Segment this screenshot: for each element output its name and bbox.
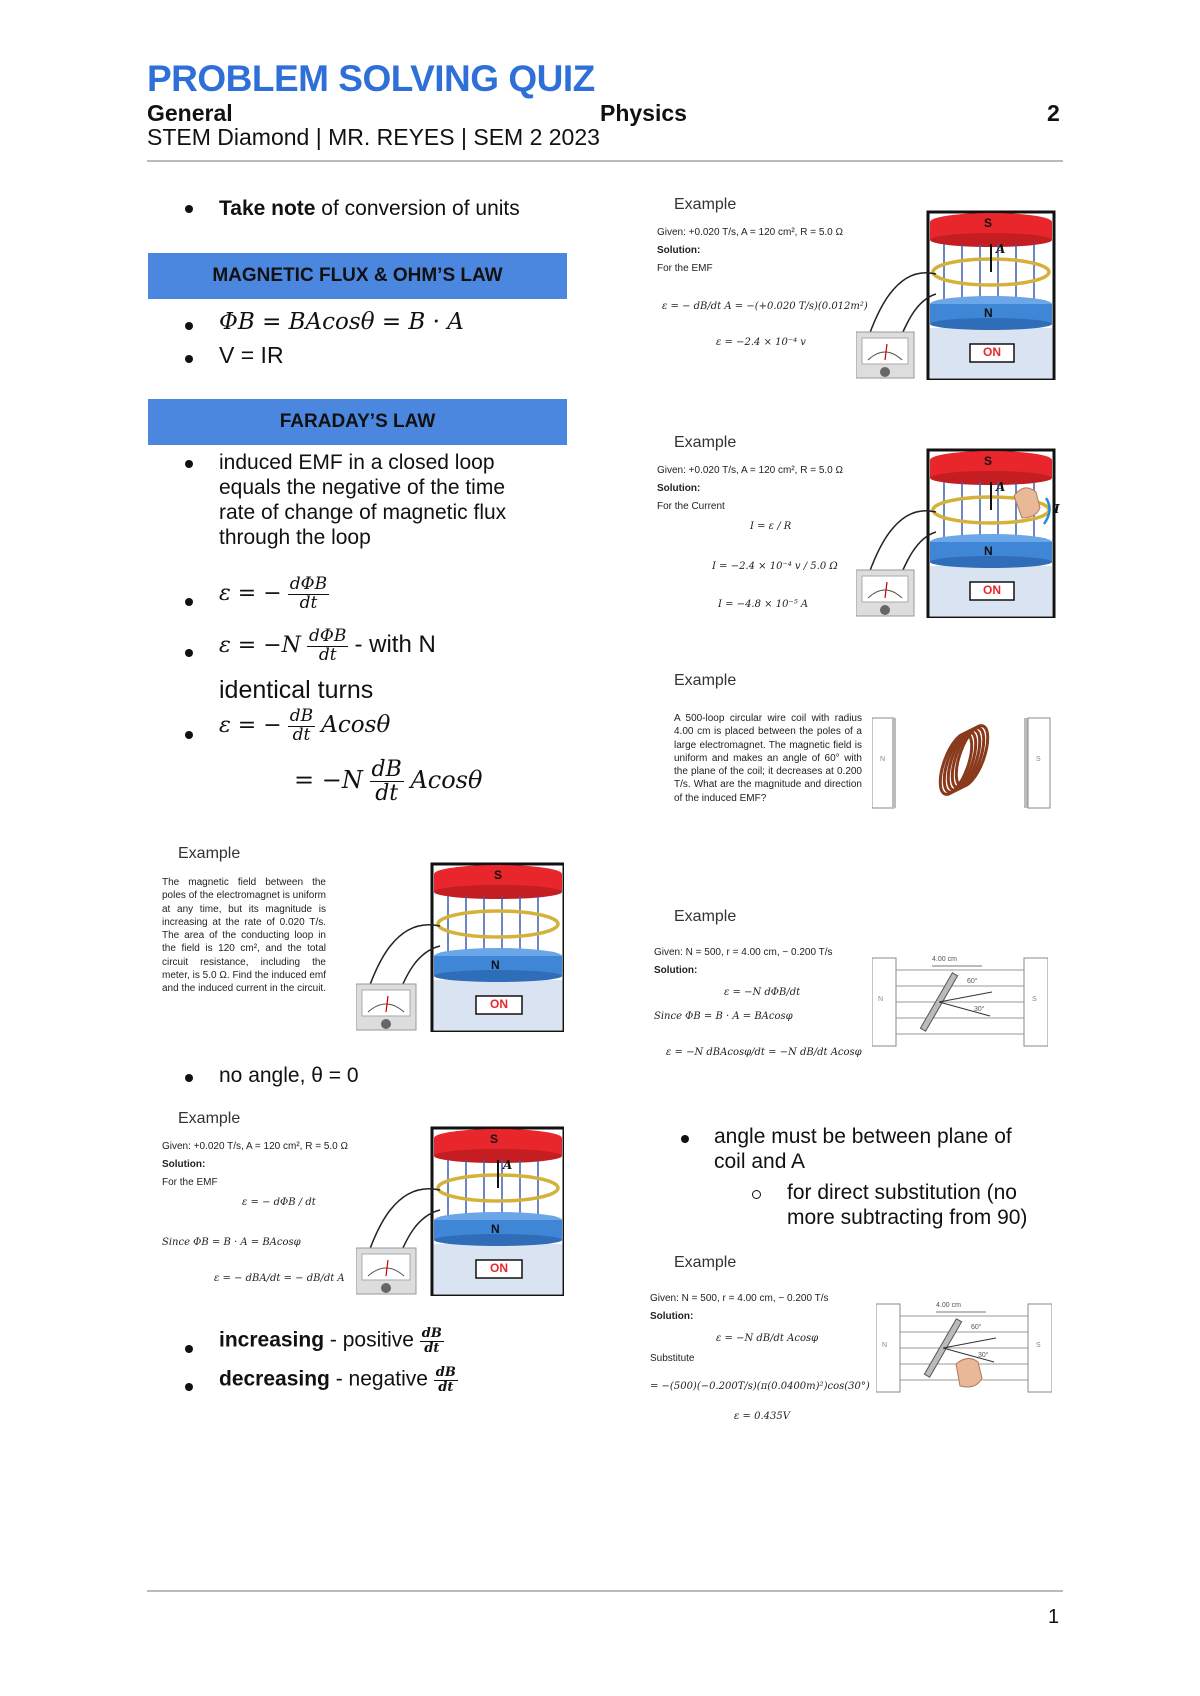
side-s: S xyxy=(1036,756,1041,763)
bullet xyxy=(185,322,193,330)
example-a-eq: ε = − dB/dt A = −(+0.020 T/s)(0.012m²) xyxy=(662,301,868,312)
angle-30: 30° xyxy=(974,1006,985,1013)
dec-fraction xyxy=(434,1366,458,1394)
example1-label: Example xyxy=(178,845,241,862)
example2-label: Example xyxy=(178,1110,241,1127)
angle-30: 30° xyxy=(978,1352,989,1359)
banner-flux: MAGNETIC FLUX & OHM’S LAW xyxy=(148,253,567,299)
eq2-num: dΦB xyxy=(309,626,347,646)
flux-equation: ΦB = BAcosθ = B · A xyxy=(219,309,464,335)
pole-n: N xyxy=(491,958,500,972)
bullet xyxy=(185,355,193,363)
on-label: ON xyxy=(490,997,508,1011)
eq1-den: dt xyxy=(299,592,318,613)
page-title: PROBLEM SOLVING QUIZ xyxy=(147,58,595,99)
pole-n: N xyxy=(984,306,993,320)
example-b-for: For the Current xyxy=(657,501,725,512)
example-d-solution: Solution: xyxy=(654,965,698,976)
on-label: ON xyxy=(983,345,1001,359)
vector-a: A xyxy=(996,480,1006,494)
dec-den: dt xyxy=(438,1379,454,1395)
example-d-given: Given: N = 500, r = 4.00 cm, − 0.200 T/s xyxy=(654,947,833,958)
electromagnet-figure-b xyxy=(856,442,1066,623)
angle-60: 60° xyxy=(967,978,978,985)
example-a-label: Example xyxy=(674,196,737,213)
example-e-result: ε = 0.435V xyxy=(734,1411,790,1422)
example-d-eq2: ε = −N dBAcosφ/dt = −N dB/dt Acosφ xyxy=(666,1047,862,1058)
note-bold: Take note xyxy=(219,197,316,220)
dim-label: 4.00 cm xyxy=(932,956,957,963)
pole-n: N xyxy=(984,544,993,558)
on-label: ON xyxy=(983,583,1001,597)
eq-emf-3b xyxy=(294,758,482,805)
side-n: N xyxy=(878,996,884,1003)
bullet xyxy=(185,460,193,468)
example-e-solution: Solution: xyxy=(650,1311,694,1322)
inc-fraction xyxy=(420,1327,444,1355)
example-d-label: Example xyxy=(674,908,737,925)
example-b-label: Example xyxy=(674,434,737,451)
coil-angle-hand-figure xyxy=(876,1302,1052,1399)
increasing-line xyxy=(219,1327,444,1355)
subject-general: General xyxy=(147,100,233,126)
example-e-eq2: = −(500)(−0.200T/s)(π(0.0400m)²)cos(30°) xyxy=(650,1381,870,1392)
side-s: S xyxy=(1036,1342,1041,1349)
angle-sub: for direct substitution (no more subtracting from 90) xyxy=(787,1181,1028,1229)
bullet xyxy=(185,1383,193,1391)
example-b-result: I = −4.8 × 10⁻⁵ A xyxy=(718,599,809,610)
example-a-result: ε = −2.4 × 10⁻⁴ v xyxy=(716,337,806,348)
subtitle: STEM Diamond | MR. REYES | SEM 2 2023 xyxy=(147,124,600,150)
footer-rule xyxy=(147,1590,1063,1592)
example-d-eq1: ε = −N dΦB/dt xyxy=(724,987,801,998)
bullet xyxy=(185,649,193,657)
eq3b-rhs: Acosθ xyxy=(410,765,483,794)
eq3b-fraction xyxy=(370,758,404,805)
dim-label: 4.00 cm xyxy=(936,1302,961,1309)
angle-60: 60° xyxy=(971,1324,982,1331)
eq2-tail: - with N xyxy=(354,631,436,659)
example2-given: Given: +0.020 T/s, A = 120 cm², R = 5.0 Ω xyxy=(162,1141,349,1152)
example2-eq1: ε = − dΦB / dt xyxy=(242,1197,316,1208)
example-c-label: Example xyxy=(674,672,737,689)
header-rule xyxy=(147,160,1063,162)
eq3b-lhs: = −N xyxy=(294,765,363,794)
eq3-num: dB xyxy=(289,706,314,726)
example-e-label: Example xyxy=(674,1254,737,1271)
subject-physics: Physics xyxy=(600,100,687,126)
eq2-den: dt xyxy=(318,644,337,665)
increasing-rest: - positive xyxy=(324,1328,420,1352)
example2-since: Since ΦB = B · A = BAcosφ xyxy=(162,1237,301,1248)
example2-eq2: ε = − dBA/dt = − dB/dt A xyxy=(214,1273,345,1284)
eq3b-den: dt xyxy=(375,781,399,807)
eq1-num: dΦB xyxy=(289,574,328,594)
eq2-tail-2: identical turns xyxy=(219,676,374,704)
inc-num: dB xyxy=(421,1326,442,1341)
electromagnet-figure xyxy=(356,856,564,1037)
decreasing-line xyxy=(219,1366,458,1394)
inc-den: dt xyxy=(424,1340,440,1356)
bullet xyxy=(185,731,193,739)
note-line xyxy=(219,196,520,221)
pole-n: N xyxy=(491,1222,500,1236)
eq3-fraction xyxy=(288,708,315,745)
current-i: I xyxy=(1054,502,1060,516)
no-angle: no angle, θ = 0 xyxy=(219,1064,359,1087)
vector-a: A xyxy=(503,1158,513,1172)
side-n: N xyxy=(880,756,886,763)
decreasing-bold: decreasing xyxy=(219,1367,330,1391)
bullet xyxy=(185,205,193,213)
eq3-rhs: Acosθ xyxy=(321,712,391,739)
eq1-fraction xyxy=(288,576,329,613)
pole-s: S xyxy=(984,216,993,230)
sub-bullet xyxy=(752,1190,761,1199)
bullet xyxy=(185,598,193,606)
eq2-fraction xyxy=(307,628,348,665)
bullet xyxy=(681,1135,689,1143)
faraday-definition: induced EMF in a closed loop equals the negative of the time rate of change of magnetic flux through the loop xyxy=(219,451,507,549)
page-number: 1 xyxy=(1048,1606,1060,1628)
example-b-eq2: I = −2.4 × 10⁻⁴ v / 5.0 Ω xyxy=(712,561,838,572)
eq-emf-2 xyxy=(219,628,436,665)
example-a-for: For the EMF xyxy=(657,263,713,274)
eq3b-num: dB xyxy=(371,757,402,782)
example-a-given: Given: +0.020 T/s, A = 120 cm², R = 5.0 Ω xyxy=(657,227,844,238)
coil-figure xyxy=(872,716,1052,817)
vector-a: A xyxy=(996,242,1006,256)
side-s: S xyxy=(1032,996,1037,1003)
example-b-given: Given: +0.020 T/s, A = 120 cm², R = 5.0 Ω xyxy=(657,465,844,476)
example2-solution: Solution: xyxy=(162,1159,206,1170)
angle-note: angle must be between plane of coil and A xyxy=(714,1125,1012,1173)
electromagnet-figure-a xyxy=(856,204,1056,385)
eq3-den: dt xyxy=(292,724,311,745)
example-e-given: Given: N = 500, r = 4.00 cm, − 0.200 T/s xyxy=(650,1293,829,1304)
note-rest: of conversion of units xyxy=(315,197,520,220)
bullet xyxy=(185,1074,193,1082)
banner-faraday: FARADAY’S LAW xyxy=(148,399,567,445)
eq-emf-1 xyxy=(219,576,329,613)
eq2-lhs: ε = −N xyxy=(219,633,301,659)
example1-text: The magnetic field between the poles of the electromagnet is uniform at any time, but its magnitude is increasing at the rate of 0.020 T/s. The area of the conducting loop in the field is 120 cm², and the total circuit resistance, including the meter, is 5.0 Ω. Find the induced emf and the induced current in the circuit. xyxy=(162,877,326,995)
pole-s: S xyxy=(984,454,993,468)
on-label: ON xyxy=(490,1261,508,1275)
example-b-solution: Solution: xyxy=(657,483,701,494)
example-a-solution: Solution: xyxy=(657,245,701,256)
eq-emf-3 xyxy=(219,708,390,745)
example-c-text: A 500-loop circular wire coil with radius 4.00 cm is placed between the poles of a large electromagnet. The magnetic field is uniform and makes an angle of 60° with the plane of the coil; it decreases at 0.200 T/s. What are the magnitude and direction of the induced EMF? xyxy=(674,713,862,804)
subject-number: 2 xyxy=(1047,100,1060,126)
electromagnet-figure-2 xyxy=(356,1120,564,1301)
example2-for: For the EMF xyxy=(162,1177,218,1188)
example-e-eq1: ε = −N dB/dt Acosφ xyxy=(716,1333,819,1344)
bullet xyxy=(185,1345,193,1353)
decreasing-rest: - negative xyxy=(329,1367,434,1391)
example-b-eq1: I = ε / R xyxy=(750,521,792,532)
ohm-equation: V = IR xyxy=(219,342,284,368)
eq3-lhs: ε = − xyxy=(219,713,282,739)
side-n: N xyxy=(882,1342,888,1349)
example-d-since: Since ΦB = B · A = BAcosφ xyxy=(654,1011,793,1022)
pole-s: S xyxy=(490,1132,499,1146)
increasing-bold: increasing xyxy=(219,1328,325,1352)
eq1-lhs: ε = − xyxy=(219,581,282,607)
coil-angle-figure xyxy=(872,956,1048,1053)
pole-s: S xyxy=(494,868,503,882)
dec-num: dB xyxy=(435,1365,456,1380)
example-e-sub: Substitute xyxy=(650,1353,695,1364)
